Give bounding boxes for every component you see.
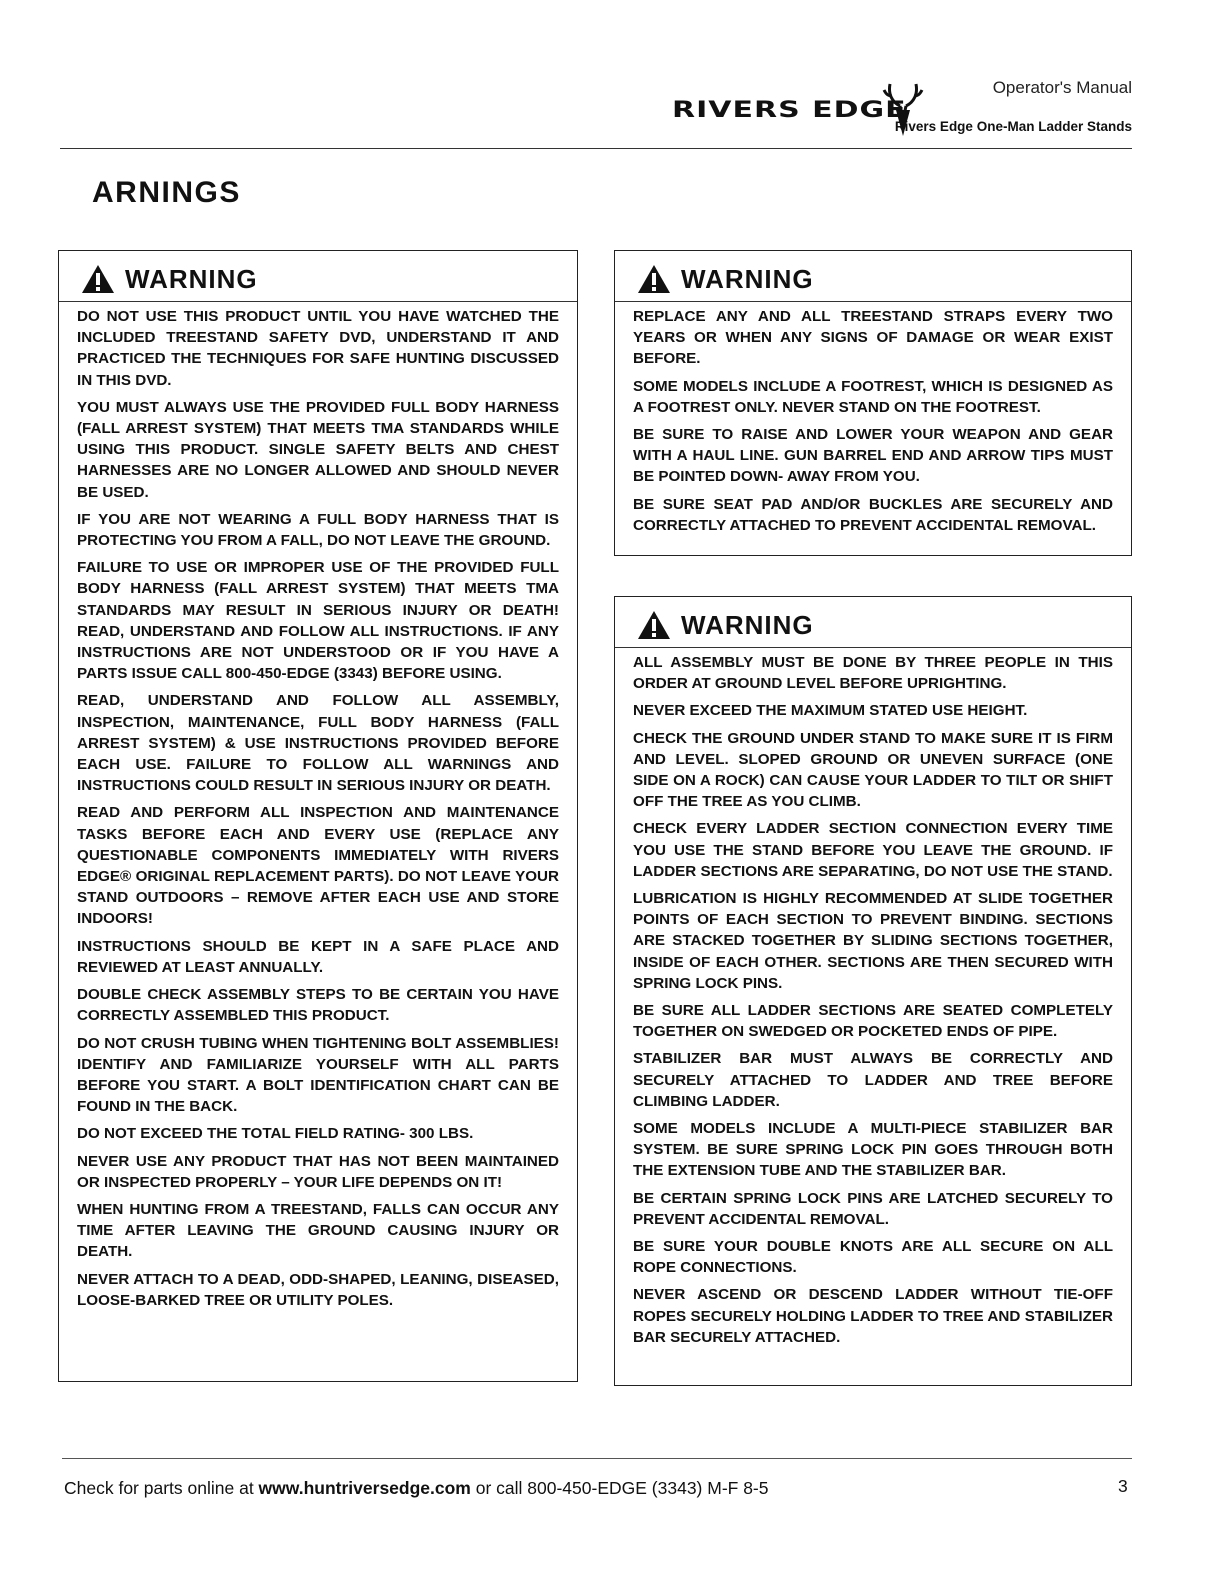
warning-header xyxy=(615,251,1131,295)
warning-paragraph: BE SURE TO RAISE AND LOWER YOUR WEAPON AND GEAR WITH A HAUL LINE. GUN BARREL END AND ARROW TIPS MUST BE POINTED DOWN- AWAY FROM YOU. xyxy=(633,426,1113,486)
warning-paragraph: YOU MUST ALWAYS USE THE PROVIDED FULL BODY HARNESS (FALL ARREST SYSTEM) THAT MEETS TMA STANDARDS WHILE USING THIS PRODUCT. SINGLE SAFETY BELTS AND CHEST HARNESSES ARE NO LONGER ALLOWED AND SHOULD NEVER BE USED. xyxy=(77,398,559,501)
warning-paragraph: REPLACE ANY AND ALL TREESTAND STRAPS EVERY TWO YEARS OR WHEN ANY SIGNS OF DAMAGE OR WEAR EXIST BEFORE. xyxy=(633,308,1113,368)
warning-paragraph: DO NOT USE THIS PRODUCT UNTIL YOU HAVE WATCHED THE INCLUDED TREESTAND SAFETY DVD, UNDERSTAND IT AND PRACTICED THE TECHNIQUES FOR SAFE HUNTING DISCUSSED IN THIS DVD. xyxy=(77,308,559,389)
warning-heading: WARNING xyxy=(681,263,814,294)
warning-body xyxy=(615,302,1131,536)
subtitle-brand: Rivers Edge xyxy=(894,119,973,134)
page-title: ARNINGS xyxy=(92,176,241,209)
warning-header xyxy=(615,597,1131,641)
warning-paragraph: FAILURE TO USE OR IMPROPER USE OF THE PROVIDED FULL BODY HARNESS (FALL ARREST SYSTEM) THAT MEETS TMA STANDARDS MAY RESULT IN SERIOUS INJURY OR DEATH! READ, UNDERSTAND AND FOLLOW ALL INSTRUCTIONS. IF ANY INSTRUCTIONS ARE NOT UNDERSTOOD OR IF YOU HAVE A PARTS ISSUE CALL 800-450-EDGE (3343) BEFORE USING. xyxy=(77,559,559,683)
header-divider xyxy=(60,148,1132,149)
footer-suffix: or call 800-450-EDGE (3343) M-F 8-5 xyxy=(470,1478,769,1498)
brand-logo xyxy=(672,98,1108,121)
warning-triangle-icon xyxy=(637,610,671,640)
warning-paragraph: IF YOU ARE NOT WEARING A FULL BODY HARNESS THAT IS PROTECTING YOU FROM A FALL, DO NOT LEAVE THE GROUND. xyxy=(77,510,559,550)
footer-prefix: Check for parts online at xyxy=(64,1478,259,1498)
manual-label: Operator's Manual xyxy=(992,78,1132,97)
warning-paragraph: CHECK THE GROUND UNDER STAND TO MAKE SURE IT IS FIRM AND LEVEL. SLOPED GROUND OR UNEVEN SURFACE (ONE SIDE ON A ROCK) CAN CAUSE YOUR LADDER TO TILT OR SHIFT OFF THE TREE AS YOU CLIMB. xyxy=(633,729,1113,811)
warning-header xyxy=(59,251,577,295)
warning-paragraph: WHEN HUNTING FROM A TREESTAND, FALLS CAN OCCUR ANY TIME AFTER LEAVING THE GROUND CAUSING INJURY OR DEATH. xyxy=(77,1200,559,1261)
warning-paragraph: BE SURE SEAT PAD AND/OR BUCKLES ARE SECURELY AND CORRECTLY ATTACHED TO PREVENT ACCIDENTAL REMOVAL. xyxy=(633,495,1113,534)
warning-paragraph: BE SURE ALL LADDER SECTIONS ARE SEATED COMPLETELY TOGETHER ON SWEDGED OR POCKETED ENDS OF PIPE. xyxy=(633,1002,1113,1041)
warning-paragraph: DO NOT CRUSH TUBING WHEN TIGHTENING BOLT ASSEMBLIES! IDENTIFY AND FAMILIARIZE YOURSELF WITH ALL PARTS BEFORE YOU START. A BOLT IDENTIFICATION CHART CAN BE FOUND IN THE BACK. xyxy=(77,1034,559,1116)
warning-paragraph: READ, UNDERSTAND AND FOLLOW ALL ASSEMBLY, INSPECTION, MAINTENANCE, FULL BODY HARNESS (FALL ARREST SYSTEM) & USE INSTRUCTIONS PROVIDED BEFORE EACH USE. FAILURE TO FOLLOW ALL WARNINGS AND INSTRUCTIONS COULD RESULT IN SERIOUS INJURY OR DEATH. xyxy=(77,692,559,795)
warning-paragraph: SOME MODELS INCLUDE A FOOTREST, WHICH IS DESIGNED AS A FOOTREST ONLY. NEVER STAND ON THE FOOTREST. xyxy=(633,377,1113,416)
warning-box-left xyxy=(58,250,578,1382)
warning-paragraph: BE CERTAIN SPRING LOCK PINS ARE LATCHED SECURELY TO PREVENT ACCIDENTAL REMOVAL. xyxy=(633,1189,1113,1228)
warning-body xyxy=(59,302,577,1311)
warning-paragraph: READ AND PERFORM ALL INSPECTION AND MAINTENANCE TASKS BEFORE EACH AND EVERY USE (REPLACE ANY QUESTIONABLE COMPONENTS IMMEDIATELY WITH RIVERS EDGE® ORIGINAL REPLACEMENT PARTS). DO NOT LEAVE YOUR STAND OUTDOORS – REMOVE AFTER EACH USE AND STORE INDOORS! xyxy=(77,804,559,928)
warning-paragraph: DO NOT EXCEED THE TOTAL FIELD RATING- 300 LBS. xyxy=(77,1125,474,1143)
warning-paragraph: NEVER ATTACH TO A DEAD, ODD-SHAPED, LEANING, DISEASED, LOOSE-BARKED TREE OR UTILITY POLES. xyxy=(77,1270,559,1309)
footer-divider xyxy=(62,1458,1132,1459)
warning-paragraph: NEVER USE ANY PRODUCT THAT HAS NOT BEEN MAINTAINED OR INSPECTED PROPERLY – YOUR LIFE DEPENDS ON IT! xyxy=(77,1152,559,1191)
warning-heading: WARNING xyxy=(681,609,814,640)
subtitle-product: One-Man Ladder Stands xyxy=(976,119,1132,134)
warning-paragraph: NEVER EXCEED THE MAXIMUM STATED USE HEIGHT. xyxy=(633,702,1028,720)
warning-triangle-icon xyxy=(81,264,115,294)
warning-paragraph: LUBRICATION IS HIGHLY RECOMMENDED AT SLIDE TOGETHER POINTS OF EACH SECTION TO PREVENT BINDING. SECTIONS ARE STACKED TOGETHER BY SLIDING SECTIONS TOGETHER, INSIDE OF EACH OTHER. SECTIONS ARE THEN SECURED WITH SPRING LOCK PINS. xyxy=(633,890,1113,992)
page-number: 3 xyxy=(1118,1476,1128,1496)
warning-box-right-bottom xyxy=(614,596,1132,1386)
warning-paragraph: ALL ASSEMBLY MUST BE DONE BY THREE PEOPLE IN THIS ORDER AT GROUND LEVEL BEFORE UPRIGHTING. xyxy=(633,654,1113,693)
brand-name: RIVERS EDGE xyxy=(672,96,907,123)
footer-text xyxy=(64,1478,769,1499)
warning-body xyxy=(615,648,1131,1348)
warning-paragraph: SOME MODELS INCLUDE A MULTI-PIECE STABILIZER BAR SYSTEM. BE SURE SPRING LOCK PIN GOES THROUGH BOTH THE EXTENSION TUBE AND THE STABILIZER BAR. xyxy=(633,1120,1113,1180)
warning-paragraph: CHECK EVERY LADDER SECTION CONNECTION EVERY TIME YOU USE THE STAND BEFORE YOU LEAVE THE GROUND. IF LADDER SECTIONS ARE SEPARATING, DO NOT USE THE STAND. xyxy=(633,820,1113,880)
warning-paragraph: NEVER ASCEND OR DESCEND LADDER WITHOUT TIE-OFF ROPES SECURELY HOLDING LADDER TO TREE AND STABILIZER BAR SECURELY ATTACHED. xyxy=(633,1286,1113,1346)
warning-heading: WARNING xyxy=(125,263,258,294)
warning-paragraph: DOUBLE CHECK ASSEMBLY STEPS TO BE CERTAIN YOU HAVE CORRECTLY ASSEMBLED THIS PRODUCT. xyxy=(77,986,559,1025)
warning-paragraph: STABILIZER BAR MUST ALWAYS BE CORRECTLY AND SECURELY ATTACHED TO LADDER AND TREE BEFORE CLIMBING LADDER. xyxy=(633,1050,1113,1110)
warning-box-right-top xyxy=(614,250,1132,556)
warning-paragraph: BE SURE YOUR DOUBLE KNOTS ARE ALL SECURE ON ALL ROPE CONNECTIONS. xyxy=(633,1238,1113,1277)
warning-paragraph: INSTRUCTIONS SHOULD BE KEPT IN A SAFE PLACE AND REVIEWED AT LEAST ANNUALLY. xyxy=(77,937,559,976)
website-link[interactable]: www.huntriversedge.com xyxy=(258,1478,471,1498)
warning-triangle-icon xyxy=(637,264,671,294)
header-subtitle xyxy=(842,119,1132,134)
